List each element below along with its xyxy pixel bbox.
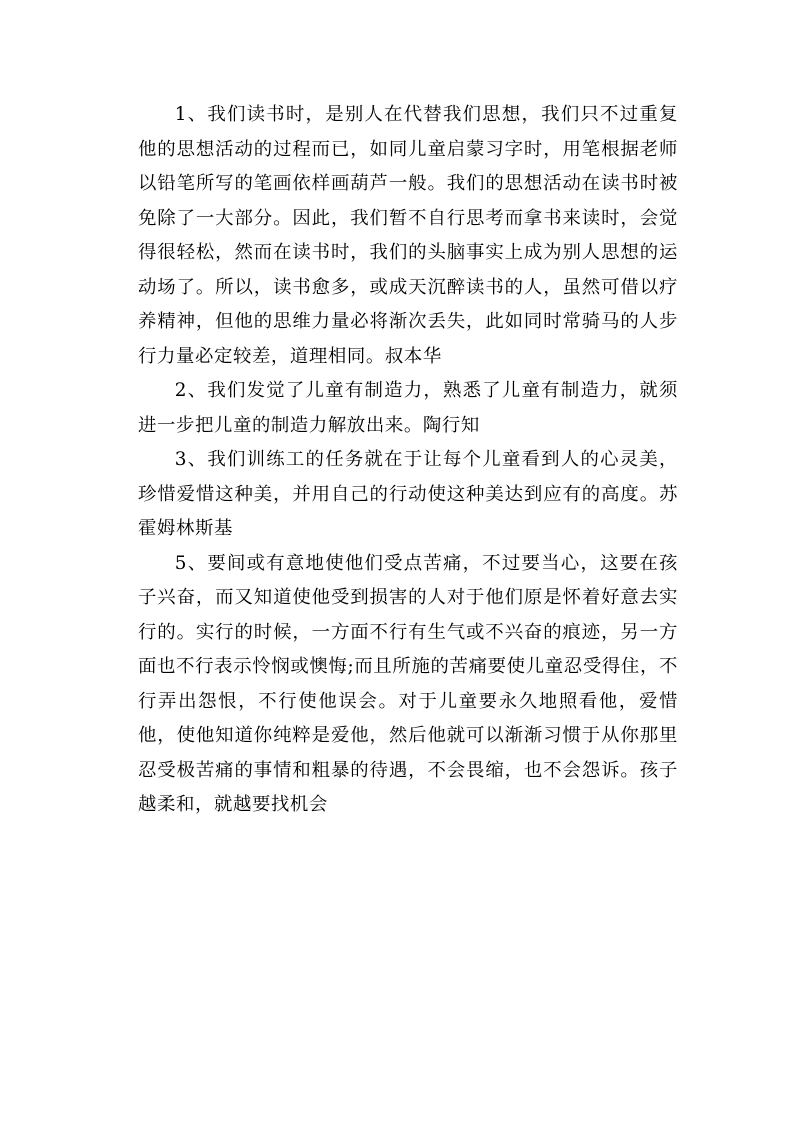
paragraph-quote-schopenhauer: 1、我们读书时，是别人在代替我们思想，我们只不过重复他的思想活动的过程而已，如同儿童启蒙习字时，用笔根据老师以铅笔所写的笔画依样画葫芦一般。我们的思想活动在读书时被免除了一大部分。因此，我们暂不自行思考而拿书来读时，会觉得很轻松，然而在读书时，我们的头脑事实上成为别人思想的运动场了。所以，读书愈多，或成天沉醉读书的人，虽然可借以疗养精神，但他的思维力量必将渐次丢失，此如同时常骑马的人步行力量必定较差，道理相同。叔本华: [138, 104, 678, 367]
paragraph-quote-sukhomlinsky: 3、我们训练工的任务就在于让每个儿童看到人的心灵美，珍惜爱惜这种美，并用自己的行动使这种美达到应有的高度。苏霍姆林斯基: [138, 449, 678, 539]
document-body: [138, 98, 678, 823]
paragraph-quote-5: 5、要间或有意地使他们受点苦痛，不过要当心，这要在孩子兴奋，而又知道使他受到损害的人对于他们原是怀着好意去实行的。实行的时候，一方面不行有生气或不兴奋的痕迹，另一方面也不行表示怜悯或懊悔;而且所施的苦痛要使儿童忍受得住，不行弄出怨恨，不行使他误会。对于儿童要永久地照看他，爱惜他，使他知道你纯粹是爱他，然后他就可以渐渐习惯于从你那里忍受极苦痛的事情和粗暴的待遇，不会畏缩，也不会怨诉。孩子越柔和，就越要找机会: [138, 552, 678, 815]
paragraph-quote-tao-xingzhi: 2、我们发觉了儿童有制造力，熟悉了儿童有制造力，就须进一步把儿童的制造力解放出来。陶行知: [138, 380, 678, 436]
